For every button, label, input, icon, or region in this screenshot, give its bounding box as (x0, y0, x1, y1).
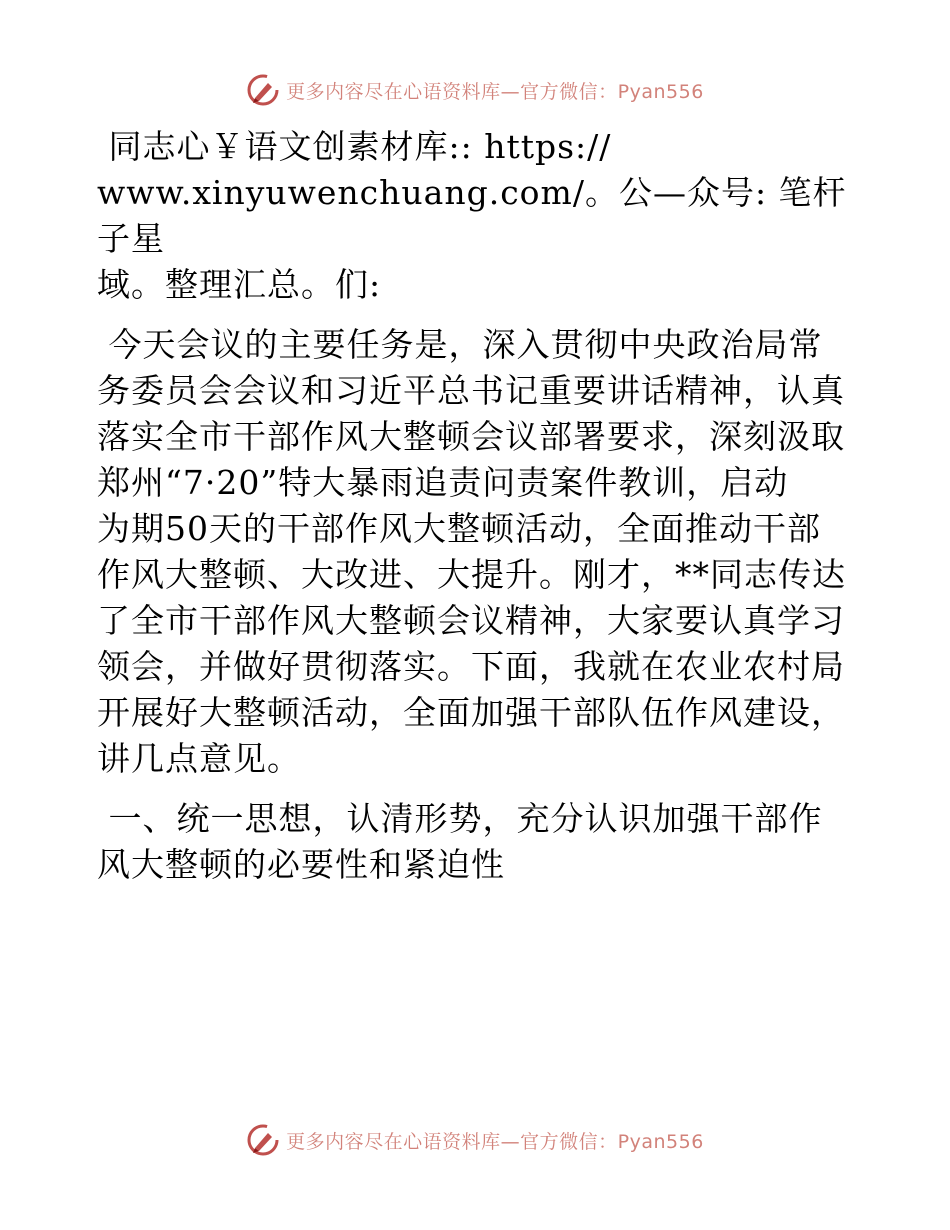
pen-logo-icon (246, 1123, 280, 1157)
text-line: 领会，并做好贯彻落实。下面，我就在农业农村局 (97, 647, 845, 686)
text-line: 作风大整顿、大改进、大提升。刚才，**同志传达 (97, 555, 846, 594)
text-line: 郑州“7·20”特大暴雨追责问责案件教训，启动 (97, 463, 789, 502)
text-line: 域。整理汇总。们: (97, 265, 382, 304)
text-line: 落实全市干部作风大整顿会议部署要求，深刻汲取 (97, 417, 845, 456)
footer-watermark (0, 1120, 950, 1160)
paragraph-source-note (97, 124, 857, 308)
text-line: 同志心￥语文创素材库:: https:// (97, 127, 612, 166)
text-line: 风大整顿的必要性和紧迫性 (97, 845, 505, 884)
text-line: 开展好大整顿活动，全面加强干部队伍作风建设， (97, 693, 845, 732)
section-heading-1 (97, 796, 857, 888)
header-watermark (0, 70, 950, 110)
text-line: 了全市干部作风大整顿会议精神，大家要认真学习 (97, 601, 845, 640)
text-line: 今天会议的主要任务是，深入贯彻中央政治局常 (97, 325, 823, 364)
header-watermark-text: 更多内容尽在心语资料库—官方微信：Pyan556 (286, 80, 704, 103)
pen-logo-icon (246, 73, 280, 107)
document-body (97, 124, 857, 902)
text-line: 为期50天的干部作风大整顿活动，全面推动干部 (97, 509, 821, 548)
footer-watermark-text: 更多内容尽在心语资料库—官方微信：Pyan556 (286, 1130, 704, 1153)
text-line: 一、统一思想，认清形势，充分认识加强干部作 (97, 799, 823, 838)
text-line: www.xinyuwenchuang.com/。公—众号: 笔杆子星 (97, 173, 847, 258)
paragraph-intro (97, 322, 857, 782)
text-line: 务委员会会议和习近平总书记重要讲话精神，认真 (97, 371, 845, 410)
text-line: 讲几点意见。 (97, 739, 301, 778)
